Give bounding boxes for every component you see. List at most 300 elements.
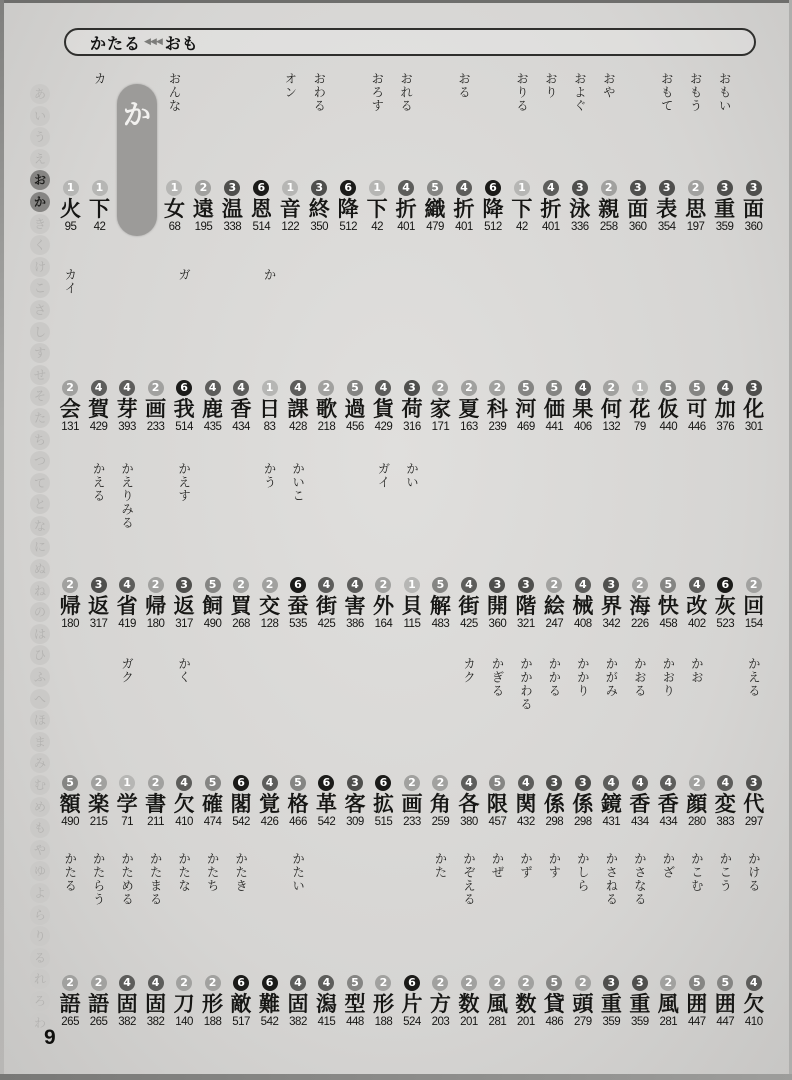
entry-reading: かおる bbox=[632, 657, 648, 698]
entry-page-number: 410 bbox=[744, 1016, 763, 1028]
entry-kanji: 風 bbox=[486, 991, 508, 1016]
index-row-4 bbox=[56, 657, 768, 830]
entry-reading: かこむ bbox=[689, 852, 705, 893]
entry-column bbox=[654, 657, 682, 830]
kana-strip-item: よ bbox=[30, 883, 50, 903]
grade-badge: 4 bbox=[119, 577, 135, 593]
entry-page-number: 201 bbox=[460, 1016, 478, 1028]
entry-reading: おろす bbox=[369, 72, 385, 113]
kanji-entry bbox=[369, 775, 397, 830]
grade-badge: 2 bbox=[461, 975, 477, 991]
grade-badge: 5 bbox=[489, 775, 505, 791]
entry-column bbox=[369, 657, 397, 830]
kanji-entry bbox=[141, 775, 169, 830]
entry-page-number: 466 bbox=[289, 816, 307, 828]
grade-badge: 3 bbox=[311, 180, 327, 196]
kana-strip-item: あ bbox=[30, 84, 50, 104]
kana-strip-item: け bbox=[30, 257, 50, 277]
grade-badge: 3 bbox=[518, 577, 534, 593]
entry-page-number: 410 bbox=[175, 816, 193, 828]
kanji-entry bbox=[113, 775, 141, 830]
entry-reading: かえりみる bbox=[119, 462, 135, 530]
entry-kanji: 型 bbox=[344, 991, 366, 1016]
entry-reading: かえす bbox=[176, 462, 192, 503]
entry-kanji: 日 bbox=[259, 396, 281, 421]
grade-badge: 2 bbox=[660, 975, 676, 991]
entry-kanji: 買 bbox=[230, 593, 252, 618]
entry-reading: かぎる bbox=[489, 657, 505, 698]
grade-badge: 4 bbox=[518, 775, 534, 791]
entry-page-number: 188 bbox=[203, 1016, 222, 1028]
entry-reading: かず bbox=[518, 852, 534, 879]
entry-column bbox=[141, 268, 169, 435]
entry-reading: かす bbox=[546, 852, 562, 879]
entry-reading: おりる bbox=[514, 72, 530, 113]
kanji-entry bbox=[170, 775, 198, 830]
entry-page-number: 447 bbox=[716, 1016, 735, 1028]
kanji-entry bbox=[569, 775, 597, 830]
kanji-entry bbox=[341, 975, 369, 1030]
kanji-entry bbox=[341, 775, 369, 830]
entry-kanji: 折 bbox=[395, 196, 417, 221]
kanji-entry bbox=[84, 975, 112, 1030]
entry-page-number: 197 bbox=[686, 221, 705, 233]
kanji-entry bbox=[626, 975, 654, 1030]
entry-page-number: 428 bbox=[289, 421, 307, 433]
entry-kanji: 我 bbox=[173, 396, 195, 421]
kana-strip-item: や bbox=[30, 840, 50, 860]
entry-column bbox=[218, 72, 247, 235]
kana-strip-item: ね bbox=[30, 581, 50, 601]
entry-column bbox=[711, 462, 739, 632]
kanji-entry bbox=[84, 577, 112, 632]
entry-page-number: 218 bbox=[317, 421, 336, 433]
kanji-entry bbox=[398, 975, 426, 1030]
kana-strip-item: ち bbox=[30, 430, 50, 450]
kanji-entry bbox=[189, 180, 218, 235]
entry-column bbox=[334, 72, 363, 235]
entry-page-number: 128 bbox=[260, 618, 279, 630]
entry-kanji: 欠 bbox=[743, 991, 765, 1016]
entry-column bbox=[710, 72, 739, 235]
kanji-entry bbox=[455, 380, 483, 435]
entry-page-number: 429 bbox=[374, 421, 393, 433]
entry-kanji: 片 bbox=[401, 991, 423, 1016]
entry-kanji: 覚 bbox=[259, 791, 281, 816]
entry-page-number: 524 bbox=[403, 1016, 421, 1028]
kana-strip-item: は bbox=[30, 624, 50, 644]
entry-page-number: 215 bbox=[89, 816, 108, 828]
kanji-entry bbox=[56, 380, 84, 435]
header-range-start: かたる bbox=[90, 33, 142, 53]
entry-column bbox=[56, 72, 85, 235]
entry-column bbox=[369, 462, 397, 632]
kana-strip-item: お bbox=[30, 170, 50, 190]
entry-kanji: 方 bbox=[429, 991, 451, 1016]
entry-page-number: 376 bbox=[716, 421, 735, 433]
entry-kanji: 語 bbox=[88, 991, 110, 1016]
grade-badge: 1 bbox=[119, 775, 135, 791]
entry-kanji: 固 bbox=[116, 991, 138, 1016]
entry-column bbox=[198, 852, 226, 1030]
kanji-entry bbox=[483, 975, 511, 1030]
entry-kanji: 遠 bbox=[192, 196, 214, 221]
kanji-entry bbox=[284, 577, 312, 632]
kanji-entry bbox=[540, 975, 568, 1030]
entry-page-number: 457 bbox=[488, 816, 507, 828]
entry-kanji: 交 bbox=[259, 593, 281, 618]
grade-badge: 6 bbox=[485, 180, 501, 196]
entry-page-number: 268 bbox=[232, 618, 250, 630]
entry-page-number: 247 bbox=[545, 618, 564, 630]
kana-strip-item: ひ bbox=[30, 645, 50, 665]
entry-column bbox=[739, 72, 768, 235]
section-tab-column bbox=[114, 72, 160, 235]
entry-page-number: 265 bbox=[61, 1016, 79, 1028]
grade-badge: 5 bbox=[205, 775, 221, 791]
entry-page-number: 338 bbox=[223, 221, 242, 233]
entry-page-number: 68 bbox=[168, 221, 181, 233]
entry-page-number: 281 bbox=[659, 1016, 678, 1028]
kanji-entry bbox=[569, 975, 597, 1030]
entry-column bbox=[141, 462, 169, 632]
grade-badge: 4 bbox=[148, 975, 164, 991]
entry-column bbox=[227, 657, 255, 830]
entry-kanji: 省 bbox=[116, 593, 138, 618]
grade-badge: 3 bbox=[176, 577, 192, 593]
kanji-entry bbox=[255, 380, 283, 435]
entry-column bbox=[455, 268, 483, 435]
entry-kanji: 重 bbox=[629, 991, 651, 1016]
entry-kanji: 可 bbox=[686, 396, 708, 421]
entry-column bbox=[455, 657, 483, 830]
grade-badge: 2 bbox=[62, 380, 78, 396]
entry-kanji: 家 bbox=[429, 396, 451, 421]
entry-column bbox=[284, 462, 312, 632]
entry-page-number: 171 bbox=[431, 421, 450, 433]
kanji-entry bbox=[740, 577, 768, 632]
entry-page-number: 180 bbox=[61, 618, 79, 630]
entry-kanji: 固 bbox=[287, 991, 309, 1016]
header-range-end: おも bbox=[164, 33, 199, 53]
entry-column bbox=[711, 657, 739, 830]
entry-page-number: 434 bbox=[232, 421, 250, 433]
grade-badge: 4 bbox=[205, 380, 221, 396]
entry-reading: オン bbox=[282, 72, 298, 99]
grade-badge: 2 bbox=[233, 577, 249, 593]
entry-column bbox=[141, 657, 169, 830]
grade-badge: 5 bbox=[689, 380, 705, 396]
entry-page-number: 188 bbox=[374, 1016, 393, 1028]
entry-reading: かたち bbox=[205, 852, 221, 893]
entry-kanji: 画 bbox=[145, 396, 167, 421]
kanji-entry bbox=[198, 775, 226, 830]
grade-badge: 4 bbox=[689, 577, 705, 593]
entry-column bbox=[312, 268, 340, 435]
kanji-entry bbox=[84, 380, 112, 435]
entry-column bbox=[247, 72, 276, 235]
grade-badge: 2 bbox=[375, 577, 391, 593]
kanji-entry bbox=[483, 577, 511, 632]
grade-badge: 3 bbox=[746, 380, 762, 396]
entry-column bbox=[113, 268, 141, 435]
grade-badge: 4 bbox=[119, 380, 135, 396]
kanji-entry bbox=[711, 380, 739, 435]
kanji-entry bbox=[398, 380, 426, 435]
entry-kanji: 顔 bbox=[686, 791, 708, 816]
kana-strip-item: そ bbox=[30, 386, 50, 406]
entry-kanji: 外 bbox=[372, 593, 394, 618]
grade-badge: 2 bbox=[148, 775, 164, 791]
grade-badge: 2 bbox=[489, 380, 505, 396]
entry-column bbox=[654, 268, 682, 435]
grade-badge: 2 bbox=[404, 775, 420, 791]
grade-badge: 2 bbox=[432, 975, 448, 991]
entry-kanji: 角 bbox=[429, 791, 451, 816]
entry-column bbox=[198, 268, 226, 435]
entry-kanji: 親 bbox=[598, 196, 620, 221]
entry-column bbox=[56, 852, 84, 1030]
entry-reading: かたまる bbox=[148, 852, 164, 906]
entry-reading: かいこ bbox=[290, 462, 306, 503]
entry-column bbox=[483, 852, 511, 1030]
entry-page-number: 446 bbox=[687, 421, 706, 433]
entry-kanji: 過 bbox=[344, 396, 366, 421]
grade-badge: 4 bbox=[119, 975, 135, 991]
kanji-entry bbox=[540, 775, 568, 830]
triple-left-arrow-icon: ◀◀◀ bbox=[144, 37, 162, 47]
kana-strip-item: ほ bbox=[30, 710, 50, 730]
grade-badge: 1 bbox=[369, 180, 385, 196]
entry-column bbox=[369, 268, 397, 435]
grade-badge: 4 bbox=[347, 577, 363, 593]
kanji-entry bbox=[218, 180, 247, 235]
kanji-entry bbox=[255, 975, 283, 1030]
grade-badge: 4 bbox=[717, 775, 733, 791]
entry-reading: かおり bbox=[660, 657, 676, 698]
entry-page-number: 406 bbox=[574, 421, 592, 433]
entry-column bbox=[84, 657, 112, 830]
entry-column bbox=[398, 657, 426, 830]
entry-column bbox=[450, 72, 479, 235]
entry-page-number: 386 bbox=[346, 618, 364, 630]
kanji-entry bbox=[626, 577, 654, 632]
grade-badge: 6 bbox=[253, 180, 269, 196]
kanji-entry bbox=[597, 975, 625, 1030]
grade-badge: 6 bbox=[375, 775, 391, 791]
grade-badge: 4 bbox=[543, 180, 559, 196]
grade-badge: 4 bbox=[176, 775, 192, 791]
entry-column bbox=[398, 268, 426, 435]
entry-reading: かざ bbox=[660, 852, 676, 879]
entry-kanji: 加 bbox=[714, 396, 736, 421]
entry-column bbox=[312, 852, 340, 1030]
entry-kanji: 下 bbox=[511, 196, 533, 221]
entry-page-number: 402 bbox=[687, 618, 706, 630]
kanji-entry bbox=[512, 975, 540, 1030]
entry-column bbox=[426, 268, 454, 435]
entry-kanji: 面 bbox=[743, 196, 765, 221]
entry-kanji: 形 bbox=[202, 991, 224, 1016]
entry-page-number: 317 bbox=[175, 618, 193, 630]
entry-reading: かける bbox=[746, 852, 762, 893]
grade-badge: 2 bbox=[205, 975, 221, 991]
entry-page-number: 132 bbox=[602, 421, 621, 433]
kana-strip-item: こ bbox=[30, 278, 50, 298]
entry-page-number: 479 bbox=[426, 221, 444, 233]
entry-kanji: 階 bbox=[515, 593, 537, 618]
entry-page-number: 115 bbox=[403, 618, 421, 630]
grade-badge: 5 bbox=[62, 775, 78, 791]
entry-kanji: 風 bbox=[657, 991, 679, 1016]
entry-page-number: 434 bbox=[630, 816, 649, 828]
kanji-entry bbox=[198, 380, 226, 435]
kanji-entry bbox=[740, 775, 768, 830]
entry-kanji: 係 bbox=[543, 791, 565, 816]
entry-kanji: 音 bbox=[279, 196, 301, 221]
entry-column bbox=[507, 72, 536, 235]
kana-strip-item: れ bbox=[30, 969, 50, 989]
entry-page-number: 42 bbox=[371, 221, 384, 233]
entry-column bbox=[255, 852, 283, 1030]
kanji-entry bbox=[654, 577, 682, 632]
entry-page-number: 401 bbox=[542, 221, 560, 233]
index-row-5 bbox=[56, 852, 768, 1030]
entry-kanji: 鏡 bbox=[600, 791, 622, 816]
entry-column bbox=[426, 462, 454, 632]
grade-badge: 4 bbox=[233, 380, 249, 396]
grade-badge: 4 bbox=[290, 380, 306, 396]
kanji-entry bbox=[421, 180, 450, 235]
entry-column bbox=[711, 268, 739, 435]
kanji-entry bbox=[227, 380, 255, 435]
entry-column bbox=[312, 657, 340, 830]
grade-badge: 1 bbox=[404, 577, 420, 593]
entry-column bbox=[198, 462, 226, 632]
entry-column bbox=[654, 462, 682, 632]
entry-page-number: 483 bbox=[431, 618, 450, 630]
grade-badge: 5 bbox=[427, 180, 443, 196]
entry-page-number: 309 bbox=[346, 816, 364, 828]
entry-reading: かぜ bbox=[489, 852, 505, 879]
grade-badge: 4 bbox=[575, 380, 591, 396]
entry-page-number: 514 bbox=[175, 421, 193, 433]
entry-page-number: 490 bbox=[203, 618, 222, 630]
grade-badge: 6 bbox=[404, 975, 420, 991]
entry-page-number: 523 bbox=[716, 618, 735, 630]
grade-badge: 3 bbox=[632, 975, 648, 991]
kanji-entry bbox=[711, 577, 739, 632]
entry-reading: おれる bbox=[398, 72, 414, 113]
entry-page-number: 359 bbox=[602, 1016, 621, 1028]
entry-reading: かたる bbox=[62, 852, 78, 893]
entry-kanji: 解 bbox=[429, 593, 451, 618]
grade-badge: 5 bbox=[347, 380, 363, 396]
entry-kanji: 革 bbox=[315, 791, 337, 816]
entry-column bbox=[363, 72, 392, 235]
kanji-entry bbox=[478, 180, 507, 235]
kana-strip-item: ろ bbox=[30, 991, 50, 1011]
grade-badge: 6 bbox=[233, 775, 249, 791]
kanji-entry bbox=[626, 775, 654, 830]
kana-strip-item: な bbox=[30, 516, 50, 536]
kanji-entry bbox=[227, 577, 255, 632]
grade-badge: 4 bbox=[318, 975, 334, 991]
entry-page-number: 535 bbox=[289, 618, 307, 630]
grade-badge: 4 bbox=[660, 775, 676, 791]
entry-column bbox=[626, 657, 654, 830]
grade-badge: 5 bbox=[518, 380, 534, 396]
entry-column bbox=[740, 852, 768, 1030]
grade-badge: 2 bbox=[603, 380, 619, 396]
entry-column bbox=[284, 268, 312, 435]
kana-strip-item: り bbox=[30, 926, 50, 946]
kanji-entry bbox=[652, 180, 681, 235]
entry-page-number: 203 bbox=[431, 1016, 450, 1028]
entry-column bbox=[113, 852, 141, 1030]
entry-kanji: 数 bbox=[458, 991, 480, 1016]
entry-column bbox=[421, 72, 450, 235]
entry-column bbox=[681, 72, 710, 235]
kanji-entry bbox=[654, 380, 682, 435]
kanji-entry bbox=[113, 380, 141, 435]
entry-page-number: 83 bbox=[263, 421, 276, 433]
kana-strip-item: み bbox=[30, 753, 50, 773]
kanji-entry bbox=[426, 380, 454, 435]
kanji-entry bbox=[739, 180, 768, 235]
header-ribbon bbox=[64, 28, 756, 56]
grade-badge: 3 bbox=[746, 180, 762, 196]
grade-badge: 3 bbox=[603, 577, 619, 593]
grade-badge: 2 bbox=[518, 975, 534, 991]
entry-column bbox=[227, 462, 255, 632]
entry-reading: おんな bbox=[167, 72, 183, 113]
entry-column bbox=[398, 852, 426, 1030]
entry-column bbox=[597, 852, 625, 1030]
kana-index-strip bbox=[30, 84, 54, 1034]
kanji-entry bbox=[56, 577, 84, 632]
entry-page-number: 393 bbox=[118, 421, 136, 433]
entry-kanji: 果 bbox=[572, 396, 594, 421]
entry-page-number: 517 bbox=[232, 1016, 250, 1028]
entry-page-number: 140 bbox=[175, 1016, 193, 1028]
entry-kanji: 泳 bbox=[569, 196, 591, 221]
kanji-entry bbox=[198, 577, 226, 632]
entry-column bbox=[170, 852, 198, 1030]
entry-kanji: 街 bbox=[315, 593, 337, 618]
entry-reading: かく bbox=[176, 657, 192, 684]
grade-badge: 2 bbox=[689, 775, 705, 791]
entry-kanji: 開 bbox=[486, 593, 508, 618]
kanji-entry bbox=[483, 775, 511, 830]
entry-page-number: 131 bbox=[61, 421, 79, 433]
entry-column bbox=[198, 657, 226, 830]
entry-column bbox=[512, 852, 540, 1030]
grade-badge: 1 bbox=[514, 180, 530, 196]
entry-column bbox=[56, 657, 84, 830]
entry-kanji: 織 bbox=[424, 196, 446, 221]
entry-kanji: 回 bbox=[743, 593, 765, 618]
entry-page-number: 415 bbox=[317, 1016, 336, 1028]
kanji-entry bbox=[512, 775, 540, 830]
entry-page-number: 512 bbox=[339, 221, 358, 233]
entry-kanji: 快 bbox=[657, 593, 679, 618]
kanji-entry bbox=[141, 380, 169, 435]
kanji-entry bbox=[507, 180, 536, 235]
entry-column bbox=[478, 72, 507, 235]
entry-page-number: 359 bbox=[630, 1016, 649, 1028]
entry-page-number: 382 bbox=[289, 1016, 307, 1028]
